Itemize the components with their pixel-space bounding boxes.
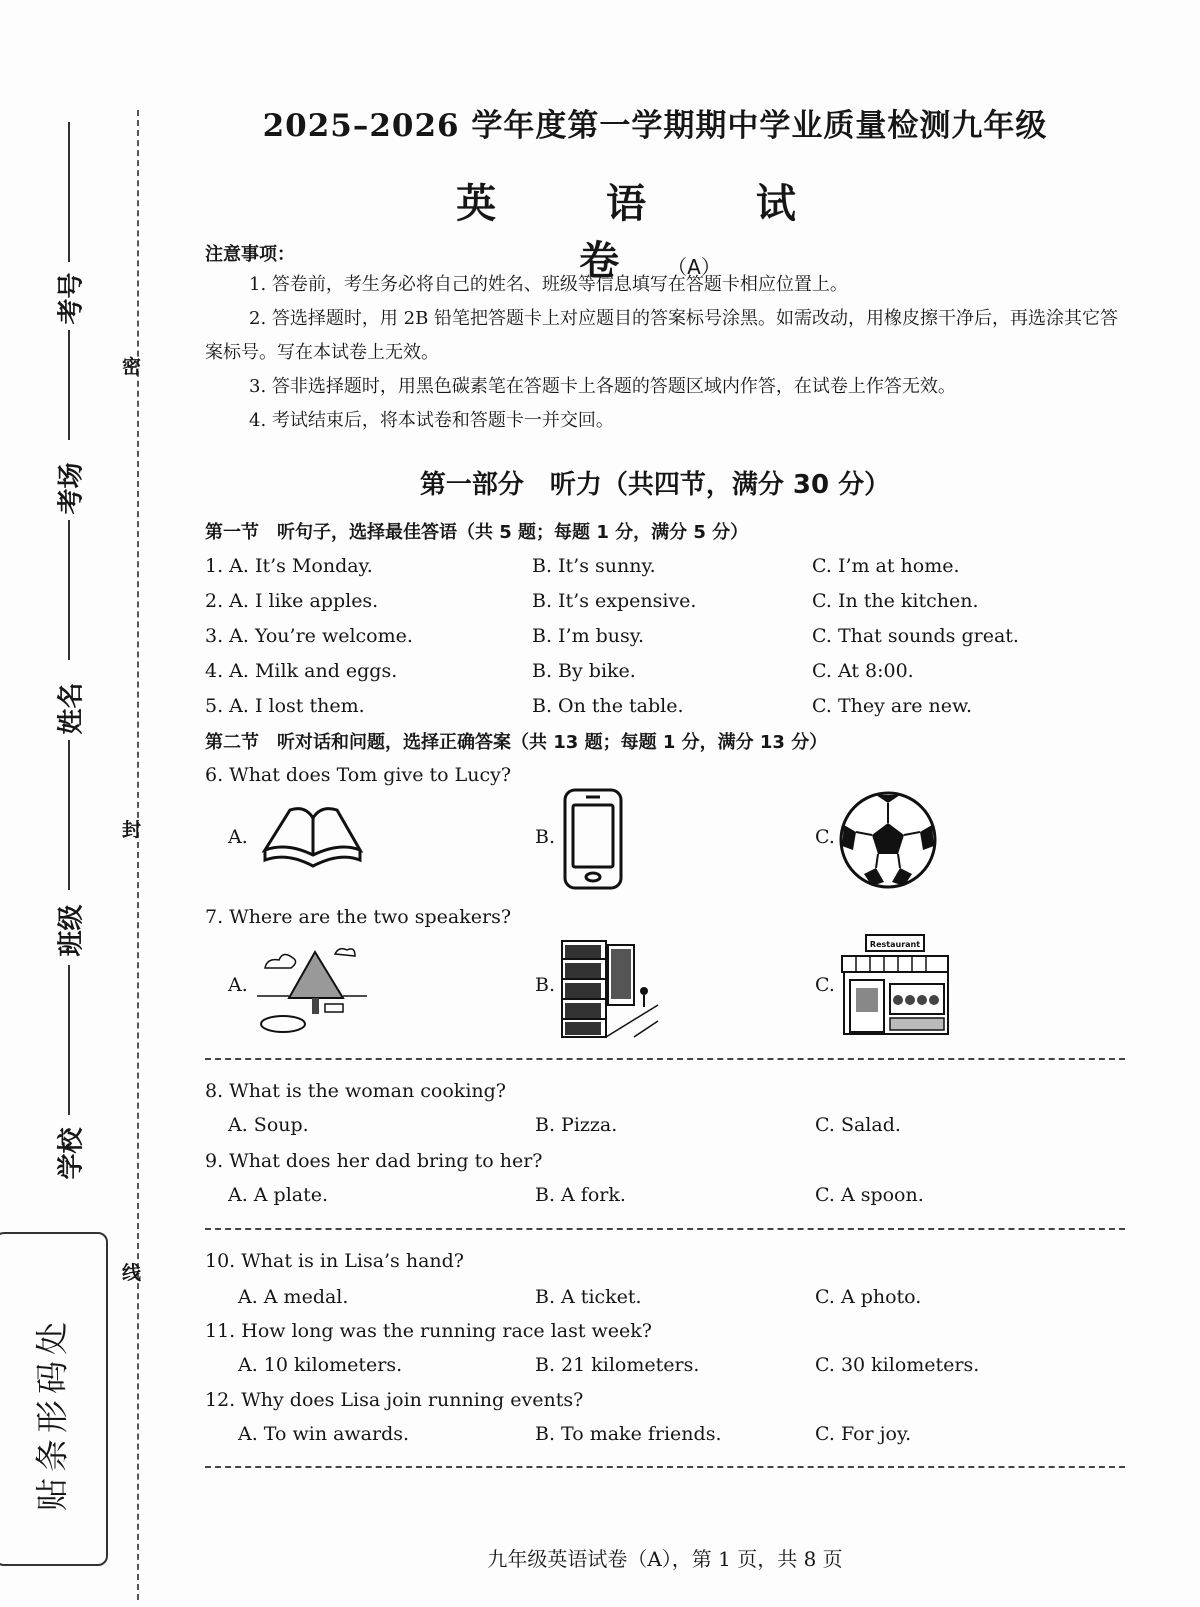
q4-option-b: B. By bike. bbox=[532, 660, 636, 682]
q10-option-c: C. A photo. bbox=[815, 1286, 922, 1308]
q4-option-c: C. At 8:00. bbox=[812, 660, 914, 682]
notice-item: 4. 考试结束后，将本试卷和答题卡一并交回。 bbox=[249, 410, 614, 431]
q10-question: 10. What is in Lisa’s hand? bbox=[205, 1250, 464, 1272]
q8-option-c: C. Salad. bbox=[815, 1114, 901, 1136]
exam-title: 2025–2026 学年度第一学期期中学业质量检测九年级 bbox=[262, 108, 1048, 144]
q9-question: 9. What does her dad bring to her? bbox=[205, 1150, 543, 1172]
notice-heading: 注意事项： bbox=[205, 244, 295, 265]
divider bbox=[205, 1466, 1125, 1468]
q3-option-c: C. That sounds great. bbox=[812, 625, 1019, 647]
q5-option-c: C. They are new. bbox=[812, 695, 973, 717]
school-label: 学校 bbox=[56, 1127, 87, 1180]
divider bbox=[205, 1058, 1125, 1060]
q1-option-b: B. It’s sunny. bbox=[532, 555, 656, 577]
library-scene-icon bbox=[560, 935, 660, 1040]
binding-char-mi: 密 bbox=[122, 356, 142, 378]
name-label: 姓名 bbox=[56, 682, 87, 735]
q11-option-b: B. 21 kilometers. bbox=[535, 1354, 700, 1376]
q10-option-a: A. A medal. bbox=[238, 1286, 349, 1308]
q7-label-a: A. bbox=[228, 974, 248, 996]
binding-dashed-line bbox=[137, 110, 139, 1600]
q6-label-a: A. bbox=[228, 826, 248, 848]
q7-label-b: B. bbox=[535, 974, 556, 996]
q7-label-c: C. bbox=[815, 974, 835, 996]
section1-title: 第一节 听句子，选择最佳答语（共 5 题；每题 1 分，满分 5 分） bbox=[205, 522, 749, 543]
q6-label-c: C. bbox=[815, 826, 835, 848]
exam-room-line-top bbox=[68, 330, 70, 440]
q8-option-b: B. Pizza. bbox=[535, 1114, 618, 1136]
q12-option-b: B. To make friends. bbox=[535, 1423, 722, 1445]
phone-icon bbox=[562, 787, 624, 891]
park-scene-icon bbox=[255, 940, 370, 1040]
q6-label-b: B. bbox=[535, 826, 556, 848]
soccer-ball-icon bbox=[838, 790, 938, 890]
restaurant-scene-icon bbox=[838, 932, 953, 1037]
q9-option-b: B. A fork. bbox=[535, 1184, 626, 1206]
q10-option-b: B. A ticket. bbox=[535, 1286, 642, 1308]
notice-item: 3. 答非选择题时，用黑色碳素笔在答题卡上各题的答题区域内作答，在试卷上作答无效。 bbox=[249, 376, 956, 397]
q9-option-c: C. A spoon. bbox=[815, 1184, 924, 1206]
q12-option-c: C. For joy. bbox=[815, 1423, 912, 1445]
q12-question: 12. Why does Lisa join running events? bbox=[205, 1389, 584, 1411]
q5-option-a: 5. A. I lost them. bbox=[205, 695, 365, 717]
name-line[interactable] bbox=[68, 740, 70, 890]
exam-number-label: 考号 bbox=[56, 272, 87, 325]
binding-char-xian: 线 bbox=[122, 1262, 142, 1284]
paper-version: （A） bbox=[667, 255, 721, 279]
q11-option-a: A. 10 kilometers. bbox=[238, 1354, 403, 1376]
q7-question: 7. Where are the two speakers? bbox=[205, 906, 512, 928]
q4-option-a: 4. A. Milk and eggs. bbox=[205, 660, 398, 682]
divider bbox=[205, 1228, 1125, 1230]
book-icon bbox=[255, 800, 370, 880]
class-line[interactable] bbox=[68, 965, 70, 1115]
q6-question: 6. What does Tom give to Lucy? bbox=[205, 764, 512, 786]
q9-option-a: A. A plate. bbox=[228, 1184, 329, 1206]
q2-option-c: C. In the kitchen. bbox=[812, 590, 979, 612]
q1-option-a: 1. A. It’s Monday. bbox=[205, 555, 373, 577]
q12-option-a: A. To win awards. bbox=[238, 1423, 410, 1445]
exam-room-line[interactable] bbox=[68, 520, 70, 660]
section2-title: 第二节 听对话和问题，选择正确答案（共 13 题；每题 1 分，满分 13 分） bbox=[205, 732, 828, 753]
q8-question: 8. What is the woman cooking? bbox=[205, 1080, 506, 1102]
q1-option-c: C. I’m at home. bbox=[812, 555, 960, 577]
binding-char-feng: 封 bbox=[122, 819, 142, 841]
notice-item: 2. 答选择题时，用 2B 铅笔把答题卡上对应题目的答案标号涂黑。如需改动，用橡皮擦干净后，再选涂其它答案标号。写在本试卷上无效。 bbox=[205, 308, 1119, 363]
q2-option-b: B. It’s expensive. bbox=[532, 590, 697, 612]
page-footer: 九年级英语试卷（A），第 1 页，共 8 页 bbox=[487, 1547, 843, 1571]
exam-room-label: 考场 bbox=[56, 462, 87, 515]
q11-option-c: C. 30 kilometers. bbox=[815, 1354, 980, 1376]
q11-question: 11. How long was the running race last week? bbox=[205, 1320, 652, 1342]
q8-option-a: A. Soup. bbox=[228, 1114, 309, 1136]
barcode-label: 贴条形码处 bbox=[32, 1316, 72, 1511]
exam-number-line[interactable] bbox=[68, 122, 70, 262]
notice-item: 1. 答卷前，考生务必将自己的姓名、班级等信息填写在答题卡相应位置上。 bbox=[249, 274, 848, 295]
class-label: 班级 bbox=[56, 904, 87, 957]
q3-option-b: B. I’m busy. bbox=[532, 625, 645, 647]
q2-option-a: 2. A. I like apples. bbox=[205, 590, 379, 612]
q3-option-a: 3. A. You’re welcome. bbox=[205, 625, 413, 647]
q5-option-b: B. On the table. bbox=[532, 695, 684, 717]
restaurant-sign-text: Restaurant bbox=[869, 940, 921, 949]
part1-title: 第一部分 听力（共四节，满分 30 分） bbox=[419, 470, 891, 500]
subject-name: 英 语 试 卷 bbox=[456, 181, 844, 284]
